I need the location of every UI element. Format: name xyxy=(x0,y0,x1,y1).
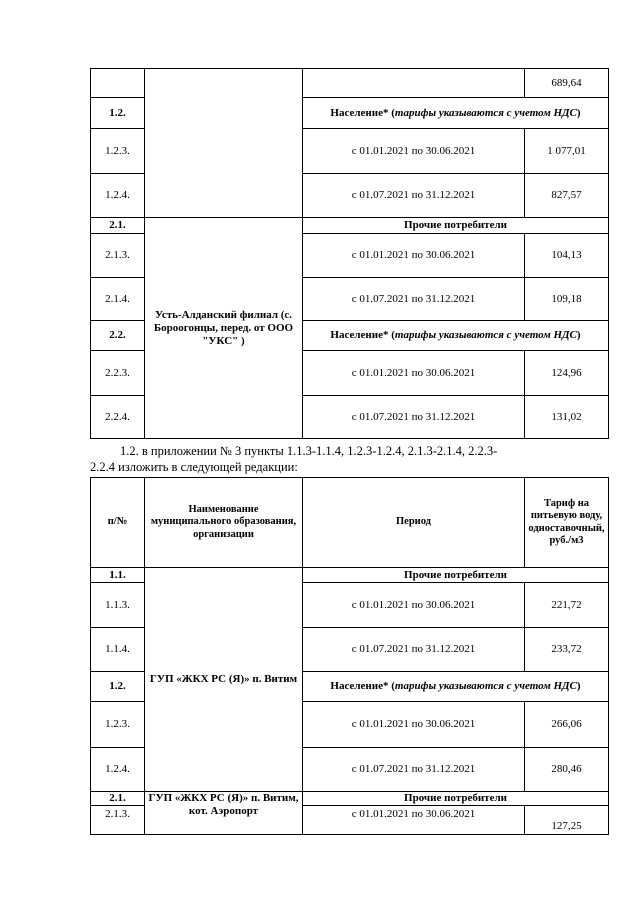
row-number: 2.1.3. xyxy=(91,234,145,278)
table-row xyxy=(91,568,609,583)
tariff-table-1 xyxy=(90,68,609,439)
amendment-paragraph-line-1: 1.2. в приложении № 3 пункты 1.1.3-1.1.4, 1.2.3-1.2.4, 2.1.3-2.1.4, 2.2.3- xyxy=(120,444,498,458)
org-name-cell: ГУП «ЖКХ РС (Я)» п. Витим xyxy=(145,568,303,792)
period-cell: с 01.01.2021 по 30.06.2021 xyxy=(303,702,525,748)
col-header-org: Наименование муниципального образования, организации xyxy=(145,478,303,568)
row-number: 2.2. xyxy=(91,321,145,351)
table-row xyxy=(91,218,609,234)
population-header: Население* (тарифы указываются с учетом НДС) xyxy=(303,672,609,702)
row-number xyxy=(91,69,145,98)
row-number: 1.1.3. xyxy=(91,583,145,628)
period-cell: с 01.07.2021 по 31.12.2021 xyxy=(303,278,525,321)
amendment-paragraph-line-2: 2.2.4 изложить в следующей редакции: xyxy=(90,460,298,474)
row-number: 1.2. xyxy=(91,672,145,702)
row-number: 1.2. xyxy=(91,98,145,129)
row-number: 2.1.3. xyxy=(91,806,145,835)
period-cell: с 01.07.2021 по 31.12.2021 xyxy=(303,174,525,218)
period-cell: с 01.01.2021 по 30.06.2021 xyxy=(303,129,525,174)
tariff-table-2 xyxy=(90,477,609,835)
period-cell: с 01.01.2021 по 30.06.2021 xyxy=(303,806,525,835)
population-header: Население* (тарифы указываются с учетом НДС) xyxy=(303,321,609,351)
tariff-value: 104,13 xyxy=(525,234,609,278)
table-row xyxy=(91,69,609,98)
col-header-number: п/№ xyxy=(91,478,145,568)
period-cell: с 01.07.2021 по 31.12.2021 xyxy=(303,628,525,672)
tariff-value: 1 077,01 xyxy=(525,129,609,174)
row-number: 2.2.3. xyxy=(91,351,145,396)
row-number: 1.2.4. xyxy=(91,748,145,792)
row-number: 1.2.3. xyxy=(91,702,145,748)
row-number: 2.1.4. xyxy=(91,278,145,321)
row-number: 2.1. xyxy=(91,218,145,234)
tariff-value: 109,18 xyxy=(525,278,609,321)
table-header-row xyxy=(91,478,609,568)
tariff-value: 280,46 xyxy=(525,748,609,792)
period-cell: с 01.01.2021 по 30.06.2021 xyxy=(303,234,525,278)
org-name-cell xyxy=(145,69,303,218)
table-row xyxy=(91,792,609,806)
tariff-value: 131,02 xyxy=(525,396,609,439)
row-number: 1.1. xyxy=(91,568,145,583)
row-number: 1.2.4. xyxy=(91,174,145,218)
tariff-value: 221,72 xyxy=(525,583,609,628)
row-number: 1.2.3. xyxy=(91,129,145,174)
row-number: 2.2.4. xyxy=(91,396,145,439)
col-header-period: Период xyxy=(303,478,525,568)
period-cell xyxy=(303,69,525,98)
tariff-value: 266,06 xyxy=(525,702,609,748)
category-header: Прочие потребители xyxy=(303,218,609,234)
org-name-cell: ГУП «ЖКХ РС (Я)» п. Витим, кот. Аэропорт xyxy=(145,792,303,835)
row-number: 1.1.4. xyxy=(91,628,145,672)
tariff-value: 127,25 xyxy=(525,806,609,835)
tariff-value: 124,96 xyxy=(525,351,609,396)
population-header: Население* (тарифы указываются с учетом НДС) xyxy=(303,98,609,129)
tariff-value: 689,64 xyxy=(525,69,609,98)
col-header-tariff: Тариф на питьевую воду, одноставочный, руб./м3 xyxy=(525,478,609,568)
period-cell: с 01.07.2021 по 31.12.2021 xyxy=(303,396,525,439)
org-name-cell: Усть-Алданский филиал (с. Бороогонцы, перед. от ООО "УКС" ) xyxy=(145,218,303,439)
category-header: Прочие потребители xyxy=(303,792,609,806)
tariff-value: 233,72 xyxy=(525,628,609,672)
tariff-value: 827,57 xyxy=(525,174,609,218)
period-cell: с 01.01.2021 по 30.06.2021 xyxy=(303,351,525,396)
period-cell: с 01.01.2021 по 30.06.2021 xyxy=(303,583,525,628)
period-cell: с 01.07.2021 по 31.12.2021 xyxy=(303,748,525,792)
category-header: Прочие потребители xyxy=(303,568,609,583)
row-number: 2.1. xyxy=(91,792,145,806)
